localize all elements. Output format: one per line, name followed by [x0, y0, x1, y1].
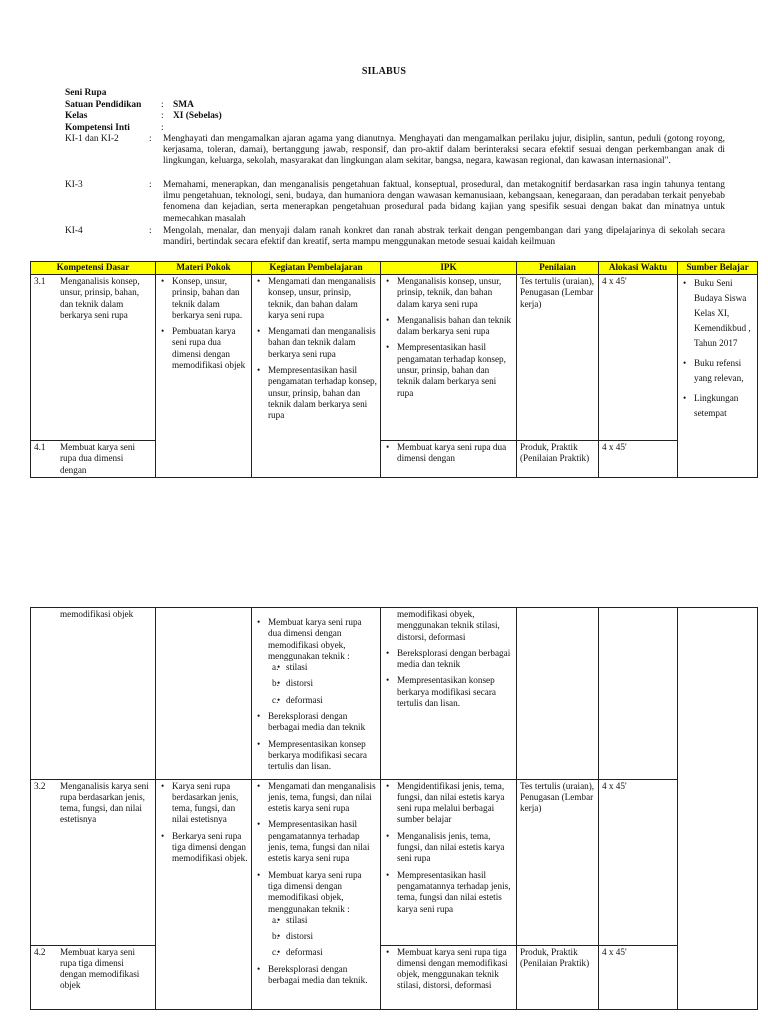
- list-item: [397, 781, 513, 826]
- table-row: [31, 441, 758, 478]
- list-item: [172, 781, 248, 826]
- list-item: [397, 342, 513, 398]
- ki-3: [65, 180, 725, 225]
- list-item: [397, 442, 513, 465]
- kd-text: memodifikasi objek: [60, 609, 134, 619]
- list-item-text: Bereksplorasi dengan berbagai media dan teknik.: [268, 963, 368, 986]
- page-2: [0, 600, 768, 1024]
- materi-cell: [156, 779, 252, 1009]
- ipk-cell: [381, 275, 517, 441]
- kd-text: Membuat karya seni rupa tiga dimensi dengan memodifikasi objek: [60, 946, 140, 991]
- list-item: [268, 276, 377, 321]
- penilaian-cell: Produk, Praktik (Penilaian Praktik): [517, 945, 599, 1009]
- meta-label: Satuan Pendidikan: [65, 99, 142, 110]
- alokasi-cell: 4 x 45': [599, 441, 678, 478]
- list-item-text: Mempresentasikan konsep berkarya modifikasi secara tertulis dan lisan.: [397, 675, 496, 709]
- list-marker: b.: [272, 678, 279, 689]
- penilaian-cell: [517, 608, 599, 780]
- meta-sep: :: [161, 99, 164, 110]
- alokasi-cell: 4 x 45': [599, 779, 678, 945]
- penilaian-cell: Produk, Praktik (Penilaian Praktik): [517, 441, 599, 478]
- ki-label: KI-4: [65, 226, 83, 236]
- ki-label: KI-1 dan KI-2: [65, 134, 119, 144]
- ki-text: Mengolah, menalar, dan menyaji dalam ranah konkret dan ranah abstrak terkait dengan pengembangan dari yang dipelajarinya di sekolah secara mandiri, bertindak secara efektif dan kreatif, serta mampu menggunakan metode sesuai kaidah keilmuan: [163, 226, 725, 248]
- list-item-text: Mempresentasikan hasil pengamatannya terhadap jenis, tema, fungsi dan nilai estetis karya seni rupa: [397, 869, 511, 914]
- list-item: [397, 276, 513, 310]
- page-gap: [0, 560, 768, 600]
- list-item-text: Lingkungan setempat: [694, 393, 739, 418]
- list-item-text: Karya seni rupa berdasarkan jenis, tema, fungsi, dan nilai estetisnya: [172, 780, 239, 825]
- list-item: [172, 831, 248, 865]
- kd-cell: [31, 779, 156, 945]
- kd-cell: [31, 945, 156, 1009]
- list-item: [268, 964, 377, 987]
- list-item-text: Mengidentifikasi jenis, tema, fungsi, dan nilai estetis karya seni rupa melalui berbagai sumber belajar: [397, 780, 505, 825]
- list-item-text: Bereksplorasi dengan berbagai media dan teknik: [397, 647, 511, 670]
- ipk-continued-text: memodifikasi obyek, menggunakan teknik stilasi, distorsi, deformasi: [397, 609, 500, 642]
- list-item-text: Membuat karya seni rupa tiga dimensi dengan memodifikasi objek, menggunakan teknik stilasi, distorsi, deformasi: [397, 946, 508, 991]
- kd-text: Membuat karya seni rupa dua dimensi dengan: [60, 442, 136, 475]
- alokasi-cell: 4 x 45': [599, 945, 678, 1009]
- list-item: [694, 391, 754, 421]
- list-item: [268, 617, 377, 706]
- table-row: [31, 608, 758, 780]
- meta-value: SMA: [173, 99, 194, 110]
- list-item-text: Berkarya seni rupa tiga dimensi dengan memodifikasi objek.: [172, 830, 248, 864]
- list-item-text: Mengamati dan menganalisis konsep, unsur, prinsip, teknik, dan bahan dalam karya seni rupa: [268, 276, 376, 320]
- ki-label: KI-3: [65, 180, 83, 190]
- meta-block: [65, 88, 222, 134]
- header-kompetensi-dasar: Kompetensi Dasar: [31, 262, 156, 275]
- kegiatan-cell: [252, 608, 381, 780]
- table-row: [31, 275, 758, 441]
- list-item: [268, 739, 377, 773]
- header-sumber-belajar: Sumber Belajar: [678, 262, 758, 275]
- header-kegiatan-pembelajaran: Kegiatan Pembelajaran: [252, 262, 381, 275]
- list-item: [694, 276, 754, 351]
- meta-row: [65, 123, 222, 135]
- ki-sep: :: [149, 226, 152, 236]
- list-item-text: Mengamati dan menganalisis jenis, tema, fungsi, dan nilai estetis karya seni rupa: [268, 780, 376, 814]
- list-item: [397, 675, 513, 709]
- ipk-cell: [381, 945, 517, 1009]
- materi-cell: [156, 608, 252, 780]
- list-item-text: distorsi: [286, 678, 314, 689]
- list-item: [397, 648, 513, 671]
- list-item: [268, 781, 377, 815]
- list-item-text: Menganalisis konsep, unsur, prinsip, teknik, dan bahan dalam karya seni rupa: [397, 276, 502, 309]
- sumber-cell: [678, 275, 758, 478]
- list-item-text: Bereksplorasi dengan berbagai media dan teknik: [268, 711, 366, 733]
- list-item: [268, 870, 377, 959]
- list-item-text: Menganalisis bahan dan teknik dalam berkarya seni rupa: [397, 314, 512, 337]
- meta-label: Kelas: [65, 111, 88, 121]
- list-item-text: stilasi: [286, 662, 308, 673]
- meta-value: XI (Sebelas): [173, 111, 222, 121]
- list-item-text: Mengamati dan menganalisis bahan dan teknik dalam berkarya seni rupa: [268, 326, 376, 359]
- list-item: [397, 315, 513, 338]
- list-item-text: Menganalisis jenis, tema, fungsi, dan nilai estetis karya seni rupa: [397, 830, 505, 864]
- list-marker: b.: [272, 931, 279, 942]
- list-item-text: Buku refensi yang relevan,: [694, 358, 744, 383]
- technique-list: [268, 662, 377, 706]
- kd-cell: [31, 608, 156, 780]
- list-item-text: Membuat karya seni rupa tiga dimensi dengan memodifikasi objek, menggunakan teknik :: [268, 869, 362, 914]
- list-item-text: deformasi: [286, 694, 323, 705]
- kd-number: 4.2: [34, 946, 46, 957]
- ipk-cell: [381, 441, 517, 478]
- table-row: [31, 945, 758, 1009]
- list-item-text: Buku Seni Budaya Siswa Kelas XI, Kemendikbud , Tahun 2017: [694, 278, 751, 348]
- list-item: [172, 276, 248, 321]
- list-marker: c.: [272, 947, 279, 958]
- penilaian-cell: Tes tertulis (uraian), Penugasan (Lembar kerja): [517, 779, 599, 945]
- meta-row: [65, 100, 222, 112]
- table-row: [31, 779, 758, 945]
- list-item-text: Mempresentasikan hasil pengamatannya terhadap jenis, tema, fungsi dan nilai estetis karya seni rupa: [268, 819, 370, 864]
- list-item: [397, 870, 513, 915]
- list-item: [268, 711, 377, 734]
- syllabus-table-page-2: [30, 607, 758, 1010]
- header-alokasi-waktu: Alokasi Waktu: [599, 262, 678, 275]
- list-item: [268, 365, 377, 421]
- kegiatan-cell: [252, 275, 381, 478]
- list-item-text: Membuat karya seni rupa dua dimensi dengan memodifikasi obyek, menggunakan teknik :: [268, 617, 362, 661]
- list-marker: c.: [272, 694, 279, 705]
- list-item-text: distorsi: [286, 931, 314, 942]
- list-item-text: Pembuatan karya seni rupa dua dimensi dengan memodifikasi objek: [172, 326, 246, 371]
- kd-cell: [31, 275, 156, 441]
- subject-label: Seni Rupa: [65, 88, 107, 98]
- list-item: [268, 819, 377, 864]
- technique-list: [268, 915, 377, 959]
- list-item: [268, 326, 377, 360]
- kd-number: 3.2: [34, 780, 46, 791]
- meta-sep: :: [161, 122, 164, 133]
- list-item: [272, 662, 377, 673]
- alokasi-cell: [599, 608, 678, 780]
- penilaian-cell: Tes tertulis (uraian), Penugasan (Lembar kerja): [517, 275, 599, 441]
- ki-sep: :: [149, 180, 152, 190]
- ki-4: [65, 226, 725, 248]
- kd-text: Menganalisis karya seni rupa berdasarkan jenis, tema, fungsi, dan nilai estetisnya: [60, 780, 149, 825]
- list-item: [397, 947, 513, 992]
- meta-row: [65, 111, 222, 123]
- ki-text: Memahami, menerapkan, dan menganalisis pengetahuan faktual, konseptual, prosedural, dan metakognitif berdasarkan rasa ingin tahunya tentang ilmu pengetahuan, teknologi, seni, budaya, dan humaniora dengan wawasan kemanusiaan, kebangsaan, kenegaraan, dan peradaban terkait penyebab fenomena dan kejadian, serta menerapkan pengetahuan prosedural pada bidang kajian yang spesifik sesuai dengan bakat dan minatnya untuk memecahkan masalah: [163, 180, 725, 224]
- materi-cell: [156, 275, 252, 478]
- list-marker: a.: [272, 914, 279, 925]
- sumber-cell: [678, 608, 758, 1010]
- syllabus-table-page-1: [30, 261, 758, 478]
- list-item: [272, 914, 377, 926]
- list-item: [694, 356, 754, 386]
- header-materi-pokok: Materi Pokok: [156, 262, 252, 275]
- list-item: [272, 678, 377, 689]
- document-title: SILABUS: [361, 66, 407, 77]
- ipk-cell: [381, 779, 517, 945]
- list-item: [397, 831, 513, 865]
- list-item-text: Mempresentasikan hasil pengamatan terhadap konsep, unsur, prinsip, bahan dan teknik dalam berkarya seni rupa: [268, 365, 377, 421]
- ki-sep: :: [149, 134, 152, 144]
- alokasi-cell: 4 x 45': [599, 275, 678, 441]
- header-penilaian: Penilaian: [517, 262, 599, 275]
- meta-sep: :: [161, 111, 164, 121]
- kd-number: 4.1: [34, 442, 46, 452]
- list-item: [272, 947, 377, 958]
- ipk-cell: [381, 608, 517, 780]
- list-item: [172, 326, 248, 371]
- kd-text: Menganalisis konsep, unsur, prinsip, bahan, dan teknik dalam berkarya seni rupa: [60, 276, 140, 320]
- list-item-text: Mempresentasikan hasil pengamatan terhadap konsep, unsur, prinsip, bahan dan teknik dalam berkarya seni rupa: [397, 342, 506, 398]
- list-item-text: Konsep, unsur, prinsip, bahan dan teknik dalam berkarya seni rupa.: [172, 276, 243, 320]
- list-item: [272, 694, 377, 706]
- header-ipk: IPK: [381, 262, 517, 275]
- list-item: [272, 931, 377, 942]
- list-marker: a.: [272, 662, 279, 673]
- list-item-text: stilasi: [286, 914, 308, 925]
- meta-label: Kompetensi Inti: [65, 122, 130, 133]
- kegiatan-cell: [252, 779, 381, 1009]
- kd-cell: [31, 441, 156, 478]
- kd-number: 3.1: [34, 276, 46, 286]
- ki-text: Menghayati dan mengamalkan ajaran agama yang dianutnya. Menghayati dan mengamalkan perilaku jujur, disiplin, santun, peduli (gotong royong, kerjasama, toleran, damai), bertanggung jawab, responsif, dan pro-aktif dalam berinteraksi secara efektif sesuai dengan perkembangan anak di lingkungan, keluarga, sekolah, masyarakat dan lingkungan alam sekitar, bangsa, negara, kawasan regional, dan kawasan internasional".: [163, 134, 725, 167]
- ki-1-2: [65, 134, 725, 168]
- list-item-text: deformasi: [286, 947, 323, 958]
- list-item-text: Mempresentasikan konsep berkarya modifikasi secara tertulis dan lisan.: [268, 738, 367, 772]
- list-item-text: Membuat karya seni rupa dua dimensi dengan: [397, 442, 507, 464]
- table-header-row: [31, 262, 758, 275]
